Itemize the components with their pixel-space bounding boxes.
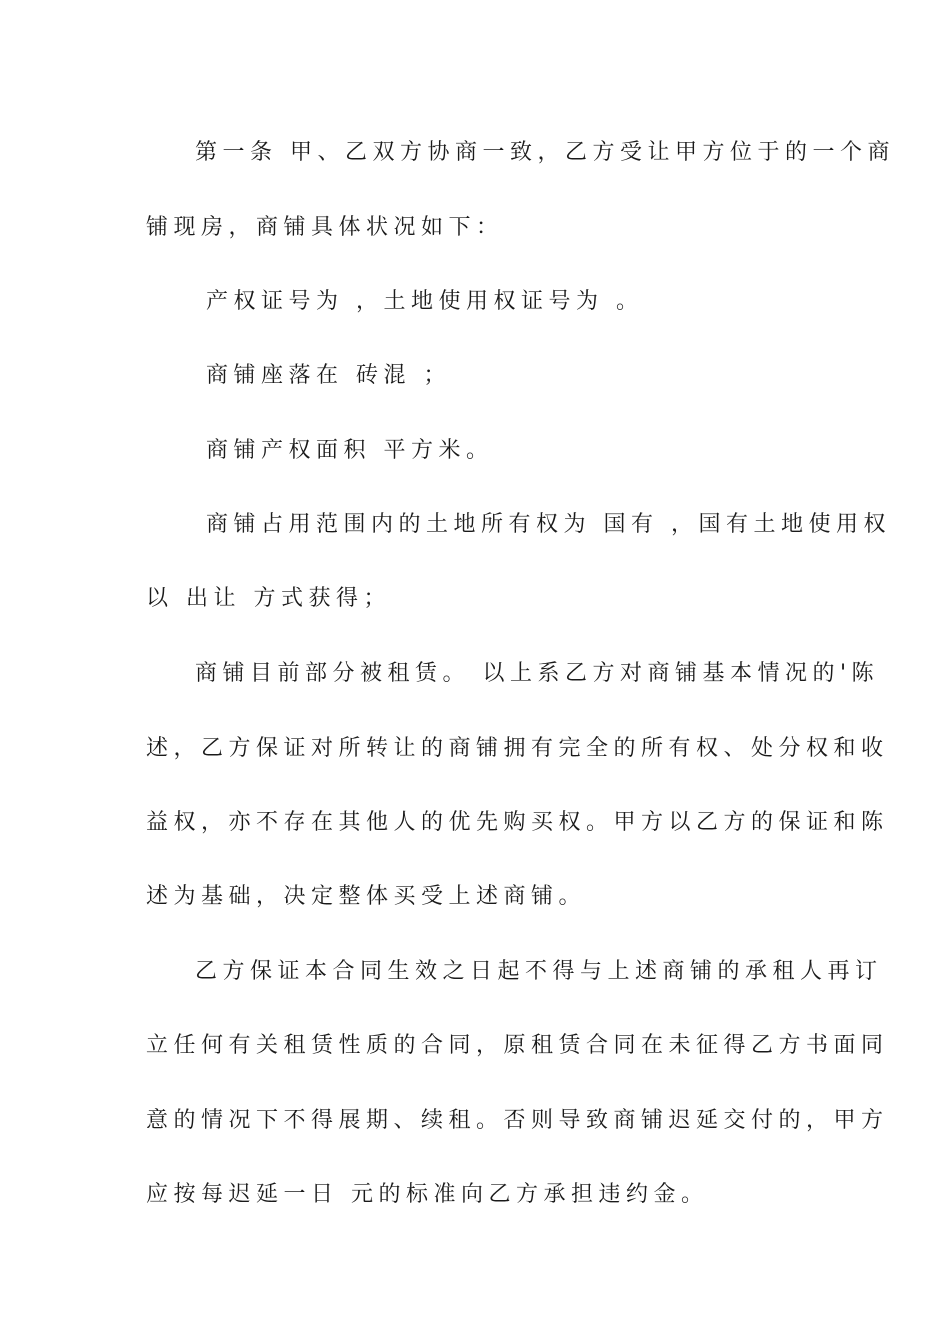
text-line: 商铺座落在 砖混 ； [206, 363, 451, 388]
text-line: 铺现房，商铺具体状况如下： [146, 215, 504, 240]
text-line: 第一条 甲、乙双方协商一致，乙方受让甲方位于的一个商 [195, 140, 895, 165]
text-line: 应按每迟延一日 元的标准向乙方承担违约金。 [146, 1182, 709, 1207]
text-line: 益权，亦不存在其他人的优先购买权。甲方以乙方的保证和陈 [146, 810, 889, 835]
text-line: 以 出让 方式获得； [146, 586, 391, 611]
text-line: 商铺占用范围内的土地所有权为 国有 ，国有土地使用权 [206, 512, 891, 537]
text-line: 乙方保证本合同生效之日起不得与上述商铺的承租人再订 [195, 959, 883, 984]
text-line: 商铺目前部分被租赁。 以上系乙方对商铺基本情况的'陈 [195, 661, 880, 686]
text-line: 立任何有关租赁性质的合同，原租赁合同在未征得乙方书面同 [146, 1033, 889, 1058]
text-line: 产权证号为 ，土地使用权证号为 。 [206, 289, 644, 314]
text-line: 商铺产权面积 平方米。 [206, 438, 494, 463]
text-line: 述，乙方保证对所转让的商铺拥有完全的所有权、处分权和收 [146, 736, 889, 761]
text-line: 述为基础，决定整体买受上述商铺。 [146, 884, 587, 909]
text-line: 意的情况下不得展期、续租。否则导致商铺迟延交付的，甲方 [146, 1108, 889, 1133]
